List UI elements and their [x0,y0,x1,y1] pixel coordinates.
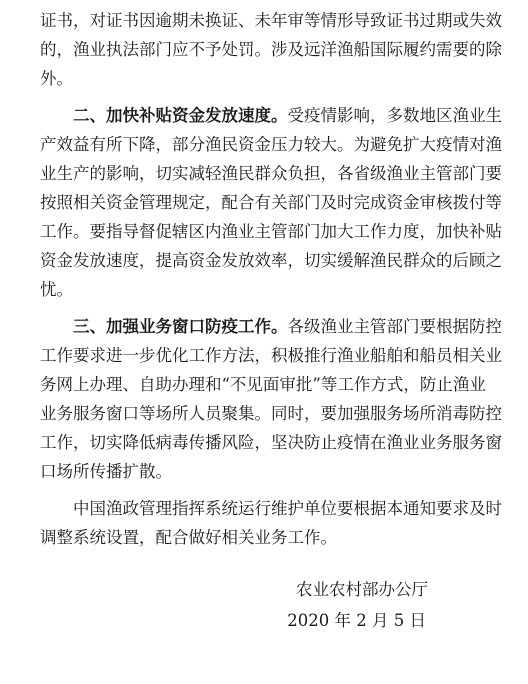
paragraph-line: 证书，对证书因逾期未换证、未年审等情形导致证书过期或失效 [40,11,502,30]
section-2-heading: 二、加快补贴资金发放速度。 [73,106,288,125]
continuation-paragraph [40,6,502,93]
section-3-first-line [40,312,502,341]
paragraph-line: 工作，切实降低病毒传播风险，坚决防止疫情在渔业业务服务窗 [40,433,502,452]
paragraph-line: 的，渔业执法部门应不予处罚。涉及远洋渔船国际履约需要的除 [40,40,502,59]
section-2-first-line-text: 受疫情影响，多数地区渔业生 [287,106,502,125]
paragraph-line: 务网上办理、自助办理和“不见面审批”等工作方式，防止渔业 [40,375,486,394]
signature-organization: 农业农村部办公厅 [296,580,428,599]
paragraph-line: 资金发放速度，提高资金发放效率，切实缓解渔民群众的后顾之 [40,251,502,270]
paragraph-line: 工作。要指导督促辖区内渔业主管部门加大工作力度，加快补贴 [40,222,502,241]
section-3-heading: 三、加强业务窗口防疫工作。 [73,317,288,336]
closing-paragraph [40,494,502,552]
paragraph-line: 业生产的影响，切实减轻渔民群众负担，各省级渔业主管部门要 [40,164,502,183]
paragraph-line: 口场所传播扩散。 [40,462,172,481]
paragraph-line: 忧。 [40,280,73,299]
paragraph-line: 中国渔政管理指挥系统运行维护单位要根据本通知要求及时 [73,499,502,518]
paragraph-line: 业务服务窗口等场所人员聚集。同时，要加强服务场所消毒防控 [40,404,502,423]
signature-date: 2020 年 2 月 5 日 [287,611,426,630]
paragraph-line: 调整系统设置，配合做好相关业务工作。 [40,528,337,547]
paragraph-line: 外。 [40,69,73,88]
section-2-first-line [40,101,502,130]
paragraph-line: 产效益有所下降，部分渔民资金压力较大。为避免扩大疫情对渔 [40,135,502,154]
paragraph-line: 按照相关资金管理规定，配合有关部门及时完成资金审核拨付等 [40,193,502,212]
section-3-paragraph [40,312,502,486]
section-2-paragraph [40,101,502,304]
section-3-first-line-text: 各级渔业主管部门要根据防控 [287,317,502,336]
paragraph-line: 工作要求进一步优化工作方法，积极推行渔业船舶和船员相关业 [40,346,502,365]
